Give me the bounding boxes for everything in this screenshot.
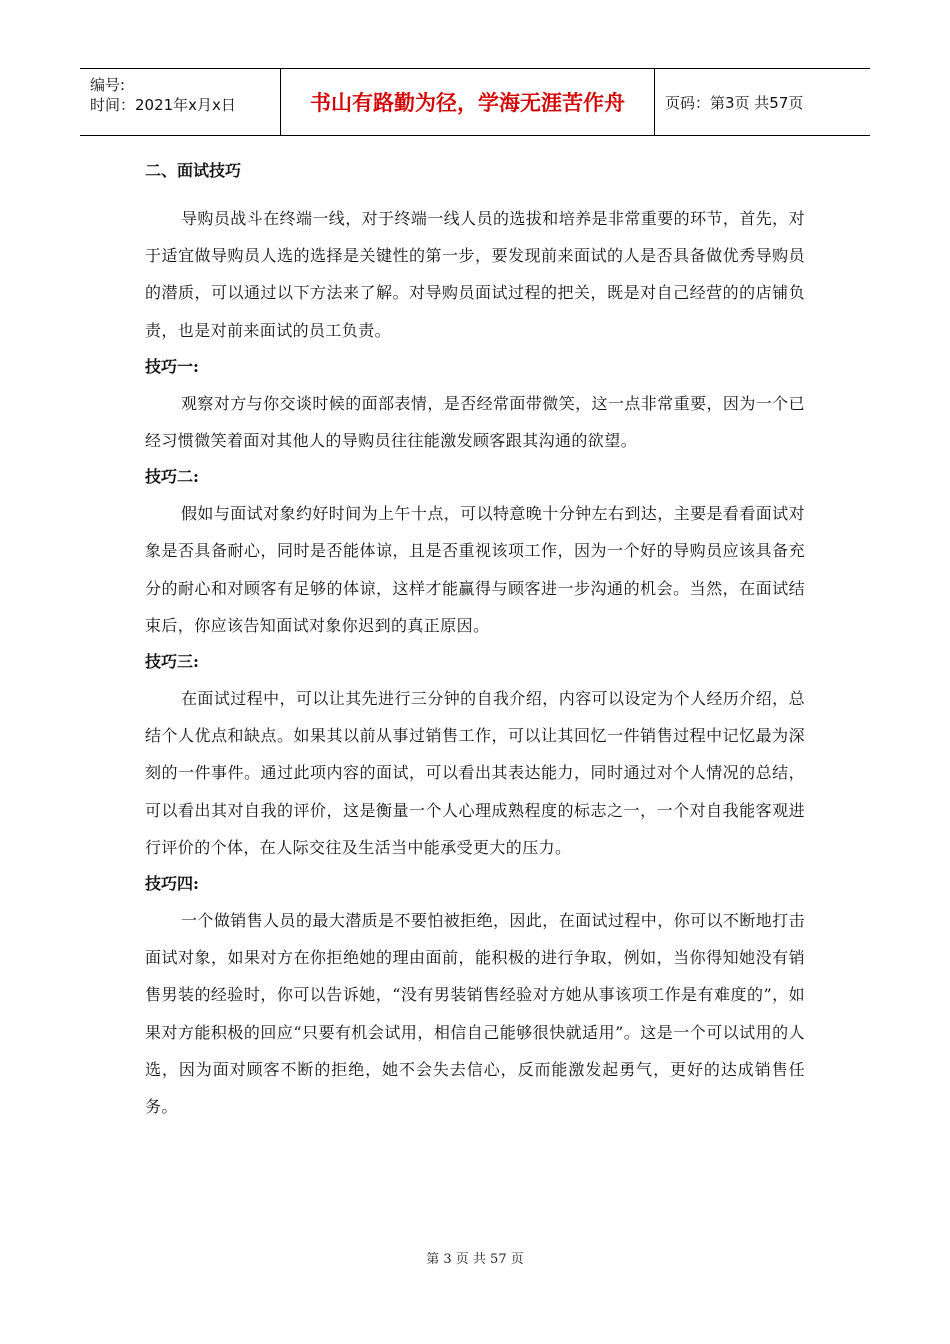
page-footer: 第 3 页 共 57 页 xyxy=(426,1252,524,1267)
intro-paragraph: 导购员战斗在终端一线，对于终端一线人员的选拔和培养是非常重要的环节，首先，对于适宜做导购员人选的选择是关键性的第一步，要发现前来面试的人是否具备做优秀导购员的潜质，可以通过以下方法来了解。对导购员面试过程的把关，既是对自己经营的的店铺负责，也是对前来面试的员工负责。 xyxy=(145,209,805,340)
tip-paragraph: 在面试过程中，可以让其先进行三分钟的自我介绍，内容可以设定为个人经历介绍，总结个人优点和缺点。如果其以前从事过销售工作，可以让其回忆一件销售过程中记忆最为深刻的一件事件。通过此项内容的面试，可以看出其表达能力，同时通过对个人情况的总结，可以看出其对自我的评价，这是衡量一个人心理成熟程度的标志之一，一个对自我能客观进行评价的个体，在人际交往及生活当中能承受更大的压力。 xyxy=(145,689,805,857)
tip-title: 技巧二: xyxy=(145,467,199,487)
header-page-info: 页码：第3页 共57页 xyxy=(665,93,804,112)
header-motto: 书山有路勤为径，学海无涯苦作舟 xyxy=(281,69,655,135)
tip-paragraph: 一个做销售人员的最大潜质是不要怕被拒绝，因此，在面试过程中，你可以不断地打击面试对象，如果对方在你拒绝她的理由面前，能积极的进行争取，例如，当你得知她没有销售男装的经验时，你可以告诉她，“没有男装销售经验对方她从事该项工作是有难度的”，如果对方能积极的回应“只要有机会试用，相信自己能够很快就适用”。这是一个可以试用的人选，因为面对顾客不断的拒绝，她不会失去信心，反而能激发起勇气，更好的达成销售任务。 xyxy=(145,911,805,1117)
number-label: 编号: xyxy=(90,76,126,94)
tip-title: 技巧一: xyxy=(145,356,199,376)
date-label: 时间：2021年x月x日 xyxy=(90,96,236,114)
tip-title: 技巧四: xyxy=(145,874,199,894)
header-meta xyxy=(80,69,281,135)
tip-paragraph: 观察对方与你交谈时候的面部表情，是否经常面带微笑，这一点非常重要，因为一个已经习惯微笑着面对其他人的导购员往往能激发顾客跟其沟通的欲望。 xyxy=(145,393,805,451)
tip-paragraph: 假如与面试对象约好时间为上午十点，可以特意晚十分钟左右到达，主要是看看面试对象是否具备耐心，同时是否能体谅，且是否重视该项工作，因为一个好的导购员应该具备充分的耐心和对顾客有足够的体谅，这样才能赢得与顾客进一步沟通的机会。当然，在面试结束后，你应该告知面试对象你迟到的真正原因。 xyxy=(145,504,805,635)
tip-title: 技巧三: xyxy=(145,652,199,672)
section-title: 二、面试技巧 xyxy=(145,161,242,180)
document-body xyxy=(145,152,805,1125)
page-header xyxy=(80,68,870,136)
